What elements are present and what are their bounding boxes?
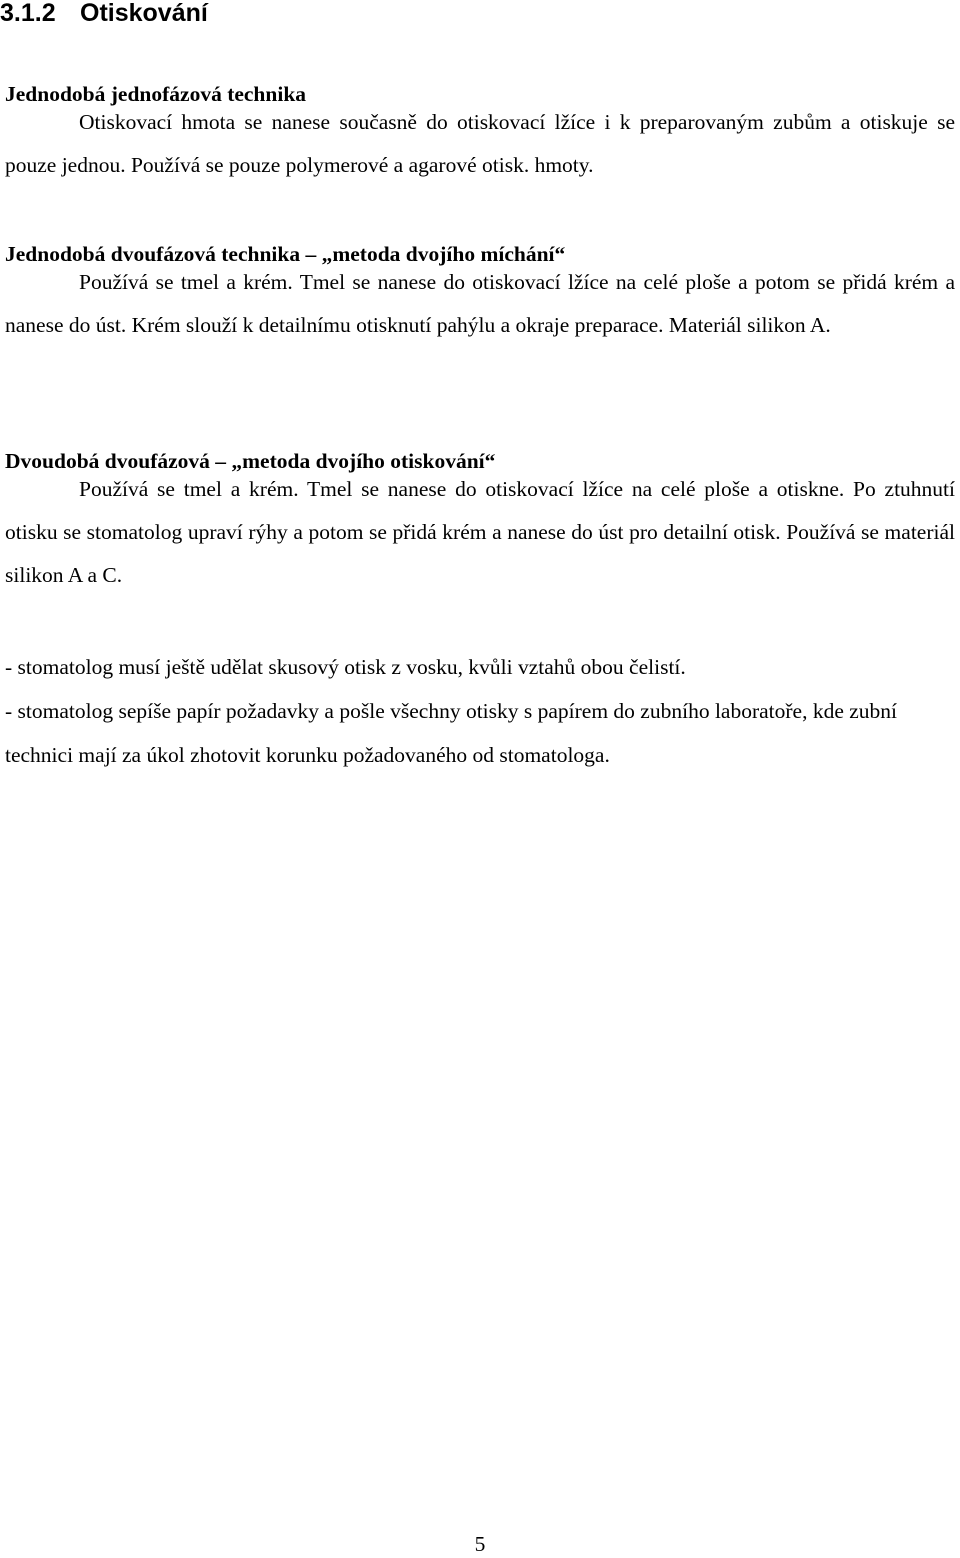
section-heading-title: Otiskování bbox=[80, 0, 208, 27]
subsection-title: Jednodobá jednofázová technika bbox=[5, 82, 307, 106]
section-number: 3.1.2 bbox=[0, 0, 56, 27]
page-number: 5 bbox=[474, 1532, 486, 1556]
notes-list bbox=[5, 645, 955, 777]
subsection-title: Dvoudobá dvoufázová – „metoda dvojího otiskování“ bbox=[5, 449, 496, 473]
subsection-title: Jednodobá dvoufázová technika – „metoda dvojího míchání“ bbox=[5, 242, 566, 266]
subsection-paragraph: Používá se tmel a krém. Tmel se nanese do otiskovací lžíce na celé ploše a potom se přidá krém a nanese do úst. Krém slouží k detailnímu otisknutí pahýlu a okraje preparace. Materiál silikon A. bbox=[5, 270, 955, 337]
subsection-single-stage-single-phase bbox=[5, 80, 955, 187]
subsection-paragraph: Otiskovací hmota se nanese současně do otiskovací lžíce i k preparovaným zubům a otiskuje se pouze jednou. Používá se pouze polymerové a agarové otisk. hmoty. bbox=[5, 110, 955, 177]
subsection-single-stage-two-phase bbox=[5, 240, 955, 347]
subsection-two-stage-two-phase bbox=[5, 447, 955, 597]
note-item: - stomatolog musí ještě udělat skusový otisk z vosku, kvůli vztahů obou čelistí. bbox=[5, 655, 686, 679]
subsection-paragraph: Používá se tmel a krém. Tmel se nanese do otiskovací lžíce na celé ploše a otiskne. Po ztuhnutí otisku se stomatolog upraví rýhy a potom se přidá krém a nanese do úst pro detailní otisk. Používá se materiál silikon A a C. bbox=[5, 477, 955, 587]
section-heading bbox=[0, 0, 208, 30]
note-item: - stomatolog sepíše papír požadavky a pošle všechny otisky s papírem do zubního laboratoře, kde zubní technici mají za úkol zhotovit korunku požadovaného od stomatologa. bbox=[5, 699, 898, 767]
